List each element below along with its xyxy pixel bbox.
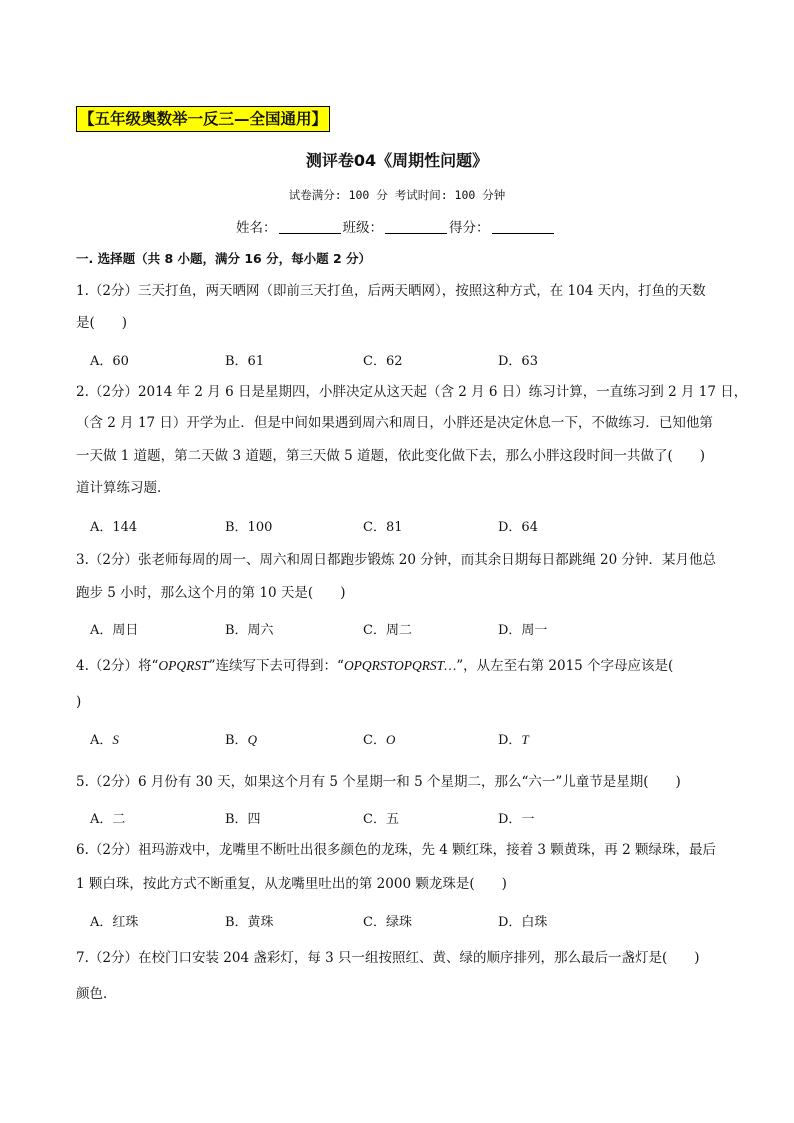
question-5-line-1: 5.（2分）6 月份有 30 天，如果这个月有 5 个星期一和 5 个星期二，那么“六一”儿童节是星期( ) — [76, 774, 681, 790]
question-5-option-b[interactable]: B．四 — [225, 812, 261, 827]
question-4-option-c-letter: O — [385, 732, 396, 747]
class-label: 班级： — [342, 220, 383, 236]
question-4-option-c[interactable] — [363, 730, 395, 751]
question-2-option-a[interactable]: A．144 — [90, 520, 138, 535]
question-3-option-c[interactable]: C．周二 — [363, 623, 412, 638]
name-label: 姓名： — [236, 220, 277, 236]
question-3-line-1: 3.（2分）张老师每周的周一、周六和周日都跑步锻炼 20 分钟，而其余日期每日都跳绳 20 分钟．某月他总 — [76, 552, 716, 568]
question-4-option-b[interactable] — [225, 730, 257, 751]
question-6-line-2: 1 颗白珠，按此方式不断重复，从龙嘴里吐出的第 2000 颗龙珠是( ) — [76, 876, 507, 892]
question-3-option-d[interactable]: D．周一 — [498, 623, 548, 638]
question-3-option-b[interactable]: B．周六 — [225, 623, 274, 638]
question-4-text-a: 4.（2分）将“ — [76, 658, 159, 674]
question-1-line-2: 是( ) — [76, 315, 128, 331]
question-4-option-a[interactable] — [90, 730, 119, 751]
class-blank[interactable] — [385, 219, 447, 234]
question-1-option-c[interactable]: C．62 — [363, 354, 403, 369]
section-heading: 一. 选择题（共 8 小题，满分 16 分，每小题 2 分） — [76, 251, 372, 266]
question-4-text-b: ”连续写下去可得到：“ — [208, 658, 344, 674]
question-2-line-3: 一天做 1 道题，第二天做 3 道题，第三天做 5 道题，依此变化做下去，那么小胖这段时间一共做了( ) — [76, 448, 706, 464]
question-2-option-d[interactable]: D．64 — [498, 520, 538, 535]
student-info-row — [236, 216, 556, 236]
question-5-option-a[interactable]: A．二 — [90, 812, 126, 827]
question-4-option-d-letter: T — [521, 732, 529, 747]
question-1-option-b[interactable]: B．61 — [225, 354, 265, 369]
question-4-word-1: OPQRST — [158, 658, 209, 673]
name-blank[interactable] — [279, 219, 341, 234]
question-4-option-a-letter: S — [112, 732, 119, 747]
question-1-option-d[interactable]: D．63 — [498, 354, 538, 369]
question-4-text-c: ”，从左至右第 2015 个字母应该是( — [456, 658, 674, 674]
series-banner: 【五年级奥数举一反三—全国通用】 — [76, 106, 330, 132]
question-4-option-c-prefix: C． — [363, 733, 386, 748]
score-blank[interactable] — [492, 219, 554, 234]
question-5-option-c[interactable]: C．五 — [363, 812, 399, 827]
question-6-option-b[interactable]: B．黄珠 — [225, 915, 274, 930]
question-2-option-c[interactable]: C．81 — [363, 520, 403, 535]
question-6-option-d[interactable]: D．白珠 — [498, 915, 548, 930]
question-4-line-1 — [76, 656, 736, 676]
question-2-line-2: （含 2 月 17 日）开学为止．但是中间如果遇到周六和周日，小胖还是决定休息一下，不做练习．已知他第 — [76, 415, 713, 431]
question-2-line-4: 道计算练习题． — [76, 480, 171, 496]
question-4-line-2: ) — [76, 694, 82, 710]
question-1-line-1: 1.（2分）三天打鱼，两天晒网（即前三天打鱼，后两天晒网），按照这种方式，在 104 天内，打鱼的天数 — [76, 283, 706, 299]
question-4-option-a-prefix: A． — [90, 733, 113, 748]
question-2-option-b[interactable]: B．100 — [225, 520, 273, 535]
question-4-option-b-letter: Q — [247, 732, 257, 747]
question-1-option-a[interactable]: A．60 — [90, 354, 129, 369]
question-4-option-d[interactable] — [498, 730, 529, 751]
question-6-line-1: 6.（2分）祖玛游戏中，龙嘴里不断吐出很多颜色的龙珠，先 4 颗红珠，接着 3 颗黄珠，再 2 颗绿珠，最后 — [76, 842, 716, 858]
question-3-option-a[interactable]: A．周日 — [90, 623, 139, 638]
score-label: 得分： — [449, 220, 490, 236]
question-4-option-b-prefix: B． — [225, 733, 248, 748]
question-3-line-2: 跑步 5 小时，那么这个月的第 10 天是( ) — [76, 585, 346, 601]
question-6-option-a[interactable]: A．红珠 — [90, 915, 139, 930]
question-6-option-c[interactable]: C．绿珠 — [363, 915, 412, 930]
question-7-line-2: 颜色． — [76, 986, 117, 1002]
question-5-option-d[interactable]: D．一 — [498, 812, 535, 827]
question-7-line-1: 7.（2分）在校门口安装 204 盏彩灯，每 3 只一组按照红、黄、绿的顺序排列，那么最后一盏灯是( ) — [76, 950, 700, 966]
question-4-word-2: OPQRSTOPQRST… — [343, 658, 457, 673]
page-title: 测评卷04《周期性问题》 — [305, 151, 489, 170]
question-4-option-d-prefix: D． — [498, 733, 522, 748]
exam-meta: 试卷满分: 100 分 考试时间: 100 分钟 — [288, 188, 506, 202]
question-2-line-1: 2.（2分）2014 年 2 月 6 日是星期四，小胖决定从这天起（含 2 月 6 日）练习计算，一直练习到 2 月 17 日， — [76, 384, 748, 400]
